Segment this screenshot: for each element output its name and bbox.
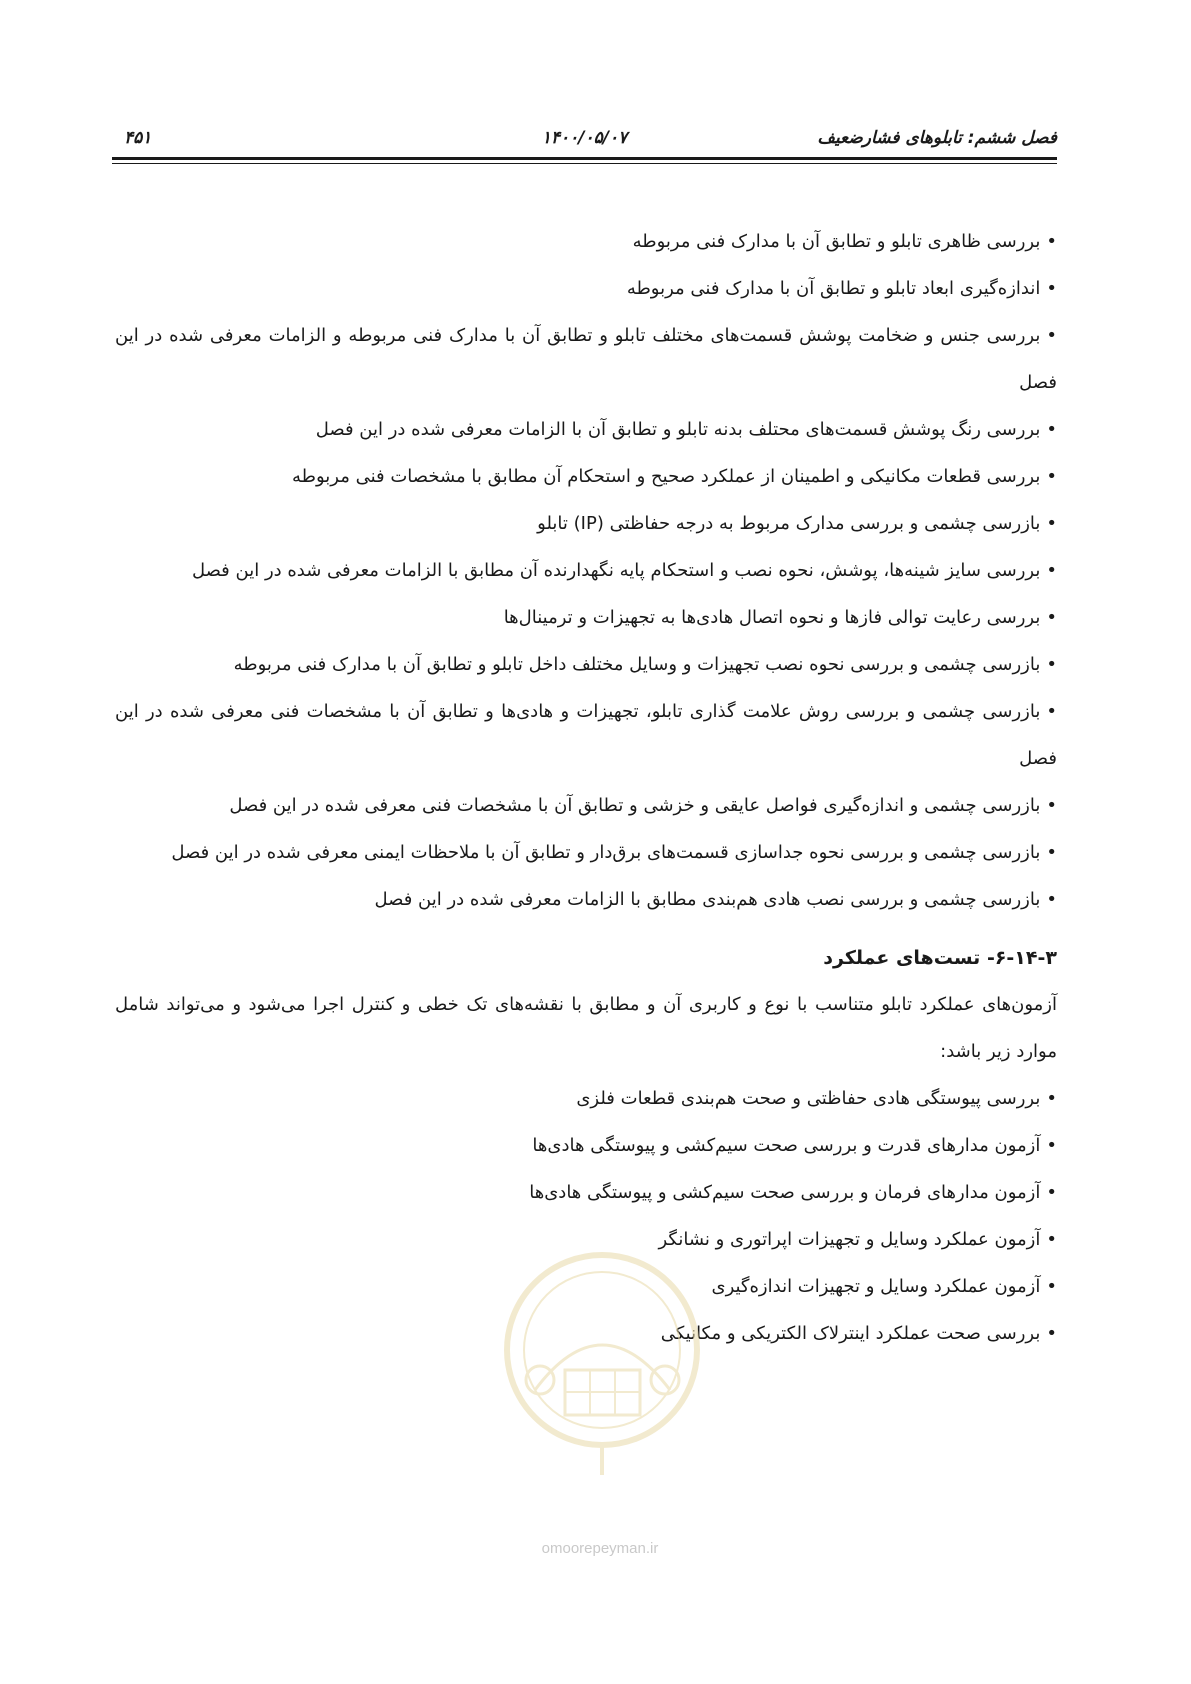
list-item: • بررسی ظاهری تابلو و تطابق آن با مدارک فنی مربوطه: [115, 218, 1057, 265]
performance-list: [115, 1075, 1057, 1357]
section-heading: [115, 935, 1057, 981]
list-item: • بررسی پیوستگی هادی حفاظتی و صحت هم‌بندی قطعات فلزی: [115, 1075, 1057, 1122]
header-rule-thin: [112, 163, 1057, 164]
list-item: • بازرسی چشمی و بررسی نحوه جداسازی قسمت‌های برق‌دار و تطابق آن با ملاحظات ایمنی معرفی شده در این فصل: [115, 829, 1057, 876]
list-item: • بررسی جنس و ضخامت پوشش قسمت‌های مختلف تابلو و تطابق آن با مدارک فنی مربوطه و الزامات معرفی شده در این فصل: [115, 312, 1057, 406]
inspection-list: [115, 218, 1057, 923]
chapter-title: فصل ششم: تابلوهای فشارضعیف: [817, 128, 1057, 148]
page-number: ۴۵۱: [124, 128, 152, 148]
list-item: • بررسی رنگ پوشش قسمت‌های محتلف بدنه تابلو و تطابق آن با الزامات معرفی شده در این فصل: [115, 406, 1057, 453]
list-item: • بررسی رعایت توالی فازها و نحوه اتصال هادی‌ها به تجهیزات و ترمینال‌ها: [115, 594, 1057, 641]
list-item: • بررسی سایز شینه‌ها، پوشش، نحوه نصب و استحکام پایه نگهدارنده آن مطابق با الزامات معرفی شده در این فصل: [115, 547, 1057, 594]
watermark-site: omoorepeyman.ir: [541, 1540, 659, 1557]
list-item: • آزمون عملکرد وسایل و تجهیزات اندازه‌گیری: [115, 1263, 1057, 1310]
section-number: ۶-۱۴-۳-: [986, 947, 1057, 969]
page-body: [115, 218, 1057, 1357]
section-intro: آزمون‌های عملکرد تابلو متناسب با نوع و کاربری آن و مطابق با نقشه‌های تک خطی و کنترل اجرا می‌شود و می‌تواند شامل موارد زیر باشد:: [115, 994, 1057, 1062]
list-item: • اندازه‌گیری ابعاد تابلو و تطابق آن با مدارک فنی مربوطه: [115, 265, 1057, 312]
list-item: • بازرسی چشمی و بررسی مدارک مربوط به درجه حفاظتی (IP) تابلو: [115, 500, 1057, 547]
list-item: • بازرسی چشمی و اندازه‌گیری فواصل عایقی و خزشی و تطابق آن با مشخصات فنی معرفی شده در این فصل: [115, 782, 1057, 829]
list-item: • بررسی صحت عملکرد اینترلاک الکتریکی و مکانیکی: [115, 1310, 1057, 1357]
list-item: • بررسی قطعات مکانیکی و اطمینان از عملکرد صحیح و استحکام آن مطابق با مشخصات فنی مربوطه: [115, 453, 1057, 500]
section-title: تست‌های عملکرد: [823, 947, 981, 969]
header-rule: [112, 157, 1057, 160]
list-item: • آزمون مدارهای فرمان و بررسی صحت سیم‌کشی و پیوستگی هادی‌ها: [115, 1169, 1057, 1216]
list-item: • بازرسی چشمی و بررسی نحوه نصب تجهیزات و وسایل مختلف داخل تابلو و تطابق آن با مدارک فنی مربوطه: [115, 641, 1057, 688]
list-item: • بازرسی چشمی و بررسی نصب هادی هم‌بندی مطابق با الزامات معرفی شده در این فصل: [115, 876, 1057, 923]
list-item: • بازرسی چشمی و بررسی روش علامت گذاری تابلو، تجهیزات و هادی‌ها و تطابق آن با مشخصات فنی معرفی شده در این فصل: [115, 688, 1057, 782]
page-header: [112, 128, 1057, 154]
header-date: ۱۴۰۰/۰۵/۰۷: [541, 128, 628, 148]
list-item: • آزمون مدارهای قدرت و بررسی صحت سیم‌کشی و پیوستگی هادی‌ها: [115, 1122, 1057, 1169]
list-item: • آزمون عملکرد وسایل و تجهیزات اپراتوری و نشانگر: [115, 1216, 1057, 1263]
